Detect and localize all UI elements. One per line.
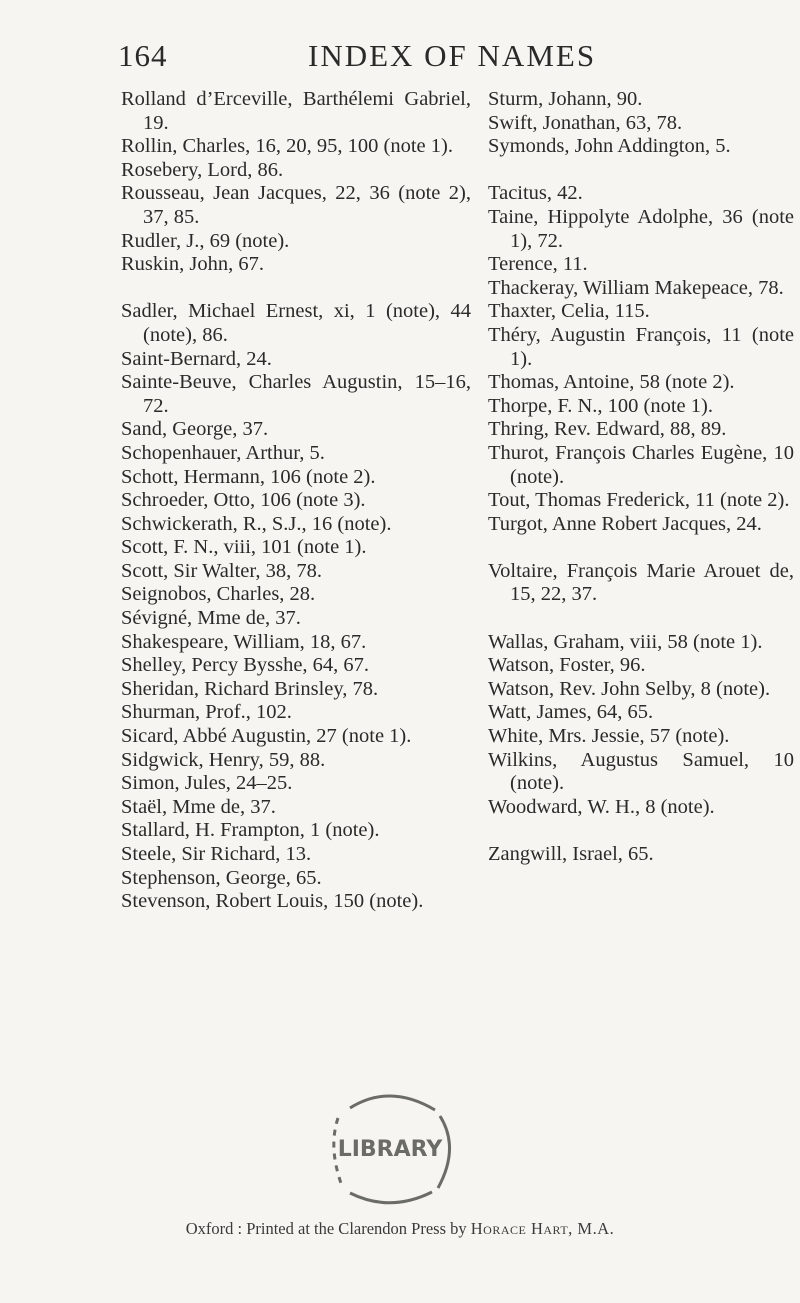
index-entry: Rollin, Charles, 16, 20, 95, 100 (note 1). xyxy=(121,135,453,158)
index-entry: Tacitus, 42. xyxy=(488,182,583,205)
index-entry: Watt, James, 64, 65. xyxy=(488,701,654,724)
index-entry: White, Mrs. Jessie, 57 (note). xyxy=(488,725,730,748)
index-entry: Wilkins, Augustus Samuel, 10 (note). xyxy=(488,748,794,795)
page-number: 164 xyxy=(118,38,168,73)
section-gap xyxy=(488,159,794,183)
index-entry: Scott, Sir Walter, 38, 78. xyxy=(121,559,322,582)
index-entry: Woodward, W. H., 8 (note). xyxy=(488,795,715,818)
index-entry: Wallas, Graham, viii, 58 (note 1). xyxy=(488,630,763,653)
page-header xyxy=(118,38,708,78)
index-entry: Sturm, Johann, 90. xyxy=(488,88,643,110)
index-entry: Sidgwick, Henry, 59, 88. xyxy=(121,748,326,771)
index-entry: Sicard, Abbé Augustin, 27 (note 1). xyxy=(121,725,412,748)
index-entry: Symonds, John Addington, 5. xyxy=(488,135,731,158)
index-column-left xyxy=(121,88,471,914)
index-entry: Turgot, Anne Robert Jacques, 24. xyxy=(488,512,762,535)
index-entry: Terence, 11. xyxy=(488,253,588,276)
index-entry: Thaxter, Celia, 115. xyxy=(488,300,650,323)
printer-footer xyxy=(0,1219,800,1239)
index-entry: Scott, F. N., viii, 101 (note 1). xyxy=(121,536,367,559)
index-entry: Shelley, Percy Bysshe, 64, 67. xyxy=(121,654,370,677)
footer-text: Oxford : Printed at the Clarendon Press by xyxy=(185,1219,471,1238)
index-entry: Schwickerath, R., S.J., 16 (note). xyxy=(121,512,392,535)
index-entry: Rosebery, Lord, 86. xyxy=(121,158,284,181)
index-entry: Stephenson, George, 65. xyxy=(121,866,322,889)
index-entry: Théry, Augustin François, 11 (note 1). xyxy=(488,323,794,370)
index-entry: Sainte-Beuve, Charles Augustin, 15–16, 72. xyxy=(121,371,471,417)
index-entry: Steele, Sir Richard, 13. xyxy=(121,843,312,865)
index-entry: Rudler, J., 69 (note). xyxy=(121,229,290,252)
index-entry: Rousseau, Jean Jacques, 22, 36 (note 2), 37, 85. xyxy=(121,182,471,228)
library-stamp-icon xyxy=(310,1088,470,1208)
index-entry: Voltaire, François Marie Arouet de, 15, 22, 37. xyxy=(488,559,794,606)
stamp-text: LIBRARY xyxy=(337,1137,443,1162)
index-entry: Sadler, Michael Ernest, xi, 1 (note), 44 (note), 86. xyxy=(121,300,471,346)
section-gap xyxy=(121,277,471,301)
index-entry: Schopenhauer, Arthur, 5. xyxy=(121,441,325,464)
index-entry: Schott, Hermann, 106 (note 2). xyxy=(121,465,376,488)
index-entry: Ruskin, John, 67. xyxy=(121,253,264,276)
page-title: INDEX OF NAMES xyxy=(308,38,597,73)
index-entry: Watson, Rev. John Selby, 8 (note). xyxy=(488,677,771,700)
index-entry: Tout, Thomas Frederick, 11 (note 2). xyxy=(488,489,790,512)
section-gap xyxy=(488,819,794,843)
index-entry: Thurot, François Charles Eugène, 10 (note). xyxy=(488,441,794,488)
index-entry: Shurman, Prof., 102. xyxy=(121,701,292,724)
index-entry: Saint-Bernard, 24. xyxy=(121,347,272,370)
index-entry: Thackeray, William Makepeace, 78. xyxy=(488,276,784,299)
index-entry: Staël, Mme de, 37. xyxy=(121,795,276,818)
index-entry: Sheridan, Richard Brinsley, 78. xyxy=(121,677,379,700)
index-entry: Simon, Jules, 24–25. xyxy=(121,772,293,795)
index-entry: Zangwill, Israel, 65. xyxy=(488,843,654,865)
index-entry: Thomas, Antoine, 58 (note 2). xyxy=(488,371,735,394)
index-entry: Schroeder, Otto, 106 (note 3). xyxy=(121,489,366,512)
index-entry: Sévigné, Mme de, 37. xyxy=(121,607,301,630)
index-entry: Sand, George, 37. xyxy=(121,418,269,441)
section-gap xyxy=(488,607,794,631)
index-entry: Rolland d’Erceville, Barthélemi Gabriel, 19. xyxy=(121,88,471,134)
index-entry: Swift, Jonathan, 63, 78. xyxy=(488,111,683,134)
index-entry: Watson, Foster, 96. xyxy=(488,654,646,677)
index-entry: Stallard, H. Frampton, 1 (note). xyxy=(121,819,380,842)
footer-printer-name: Horace Hart, M.A. xyxy=(470,1219,615,1238)
index-entry: Thorpe, F. N., 100 (note 1). xyxy=(488,394,713,417)
index-entry: Thring, Rev. Edward, 88, 89. xyxy=(488,418,727,441)
index-column-right xyxy=(488,88,794,867)
index-entry: Taine, Hippolyte Adolphe, 36 (note 1), 72. xyxy=(488,205,794,252)
index-entry: Stevenson, Robert Louis, 150 (note). xyxy=(121,890,424,913)
section-gap xyxy=(488,536,794,560)
index-entry: Shakespeare, William, 18, 67. xyxy=(121,630,367,653)
index-entry: Seignobos, Charles, 28. xyxy=(121,583,316,606)
